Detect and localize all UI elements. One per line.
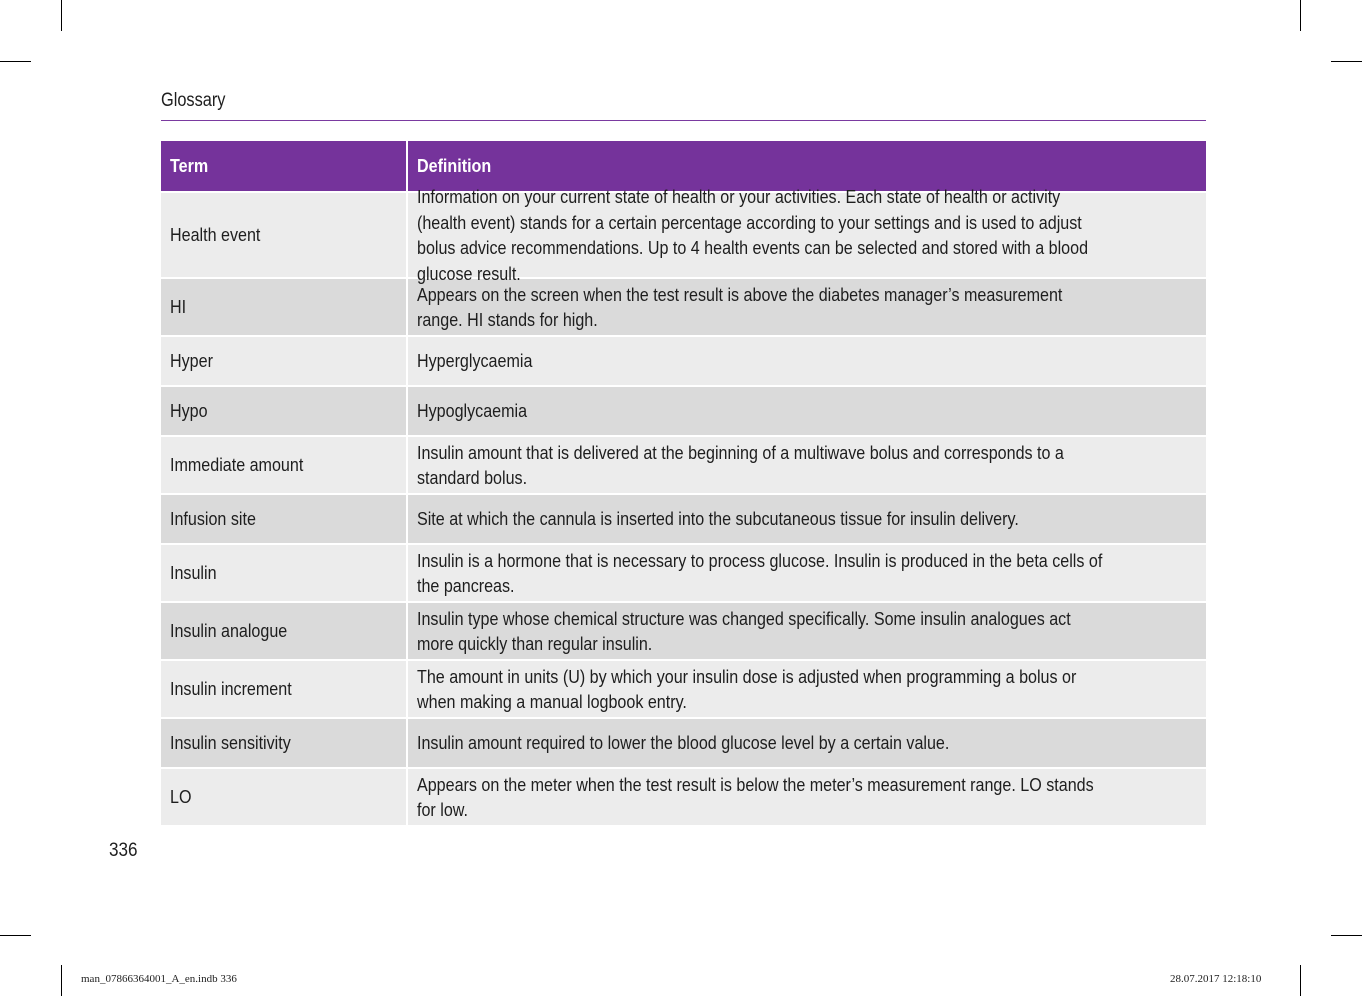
definition-cell: Insulin amount required to lower the blood glucose level by a certain value. bbox=[408, 719, 1206, 767]
crop-mark bbox=[1300, 965, 1301, 996]
definition-cell: Site at which the cannula is inserted into the subcutaneous tissue for insulin delivery. bbox=[408, 495, 1206, 543]
term-cell: Insulin bbox=[161, 545, 408, 601]
term-cell: HI bbox=[161, 279, 408, 335]
crop-mark bbox=[1331, 61, 1362, 62]
definition-cell: Insulin type whose chemical structure was changed specifically. Some insulin analogues act more quickly than regular insulin. bbox=[408, 603, 1206, 659]
table-row bbox=[161, 603, 1206, 661]
term-cell: Immediate amount bbox=[161, 437, 408, 493]
definition-cell: Insulin is a hormone that is necessary to process glucose. Insulin is produced in the beta cells of the pancreas. bbox=[408, 545, 1206, 601]
definition-cell: Information on your current state of health or your activities. Each state of health or activity (health event) stands for a certain percentage according to your settings and is used to adjust bolus advice recommendations. Up to 4 health events can be selected and stored with a blood glucose result. bbox=[408, 193, 1206, 277]
definition-cell: The amount in units (U) by which your insulin dose is adjusted when programming a bolus or when making a manual logbook entry. bbox=[408, 661, 1206, 717]
table-row bbox=[161, 661, 1206, 719]
crop-mark bbox=[1331, 935, 1362, 936]
term-cell: Insulin analogue bbox=[161, 603, 408, 659]
table-row bbox=[161, 337, 1206, 387]
header-divider bbox=[161, 120, 1206, 121]
date-slug: 28.07.2017 12:18:10 bbox=[1170, 973, 1262, 985]
table-row bbox=[161, 545, 1206, 603]
definition-cell: Hypoglycaemia bbox=[408, 387, 1206, 435]
definition-cell: Appears on the meter when the test result is below the meter’s measurement range. LO stands for low. bbox=[408, 769, 1206, 825]
term-cell: Hypo bbox=[161, 387, 408, 435]
definition-cell: Hyperglycaemia bbox=[408, 337, 1206, 385]
term-cell: LO bbox=[161, 769, 408, 825]
table-row bbox=[161, 495, 1206, 545]
crop-mark bbox=[0, 61, 31, 62]
crop-mark bbox=[61, 0, 62, 31]
crop-mark bbox=[0, 935, 31, 936]
column-header-definition: Definition bbox=[417, 155, 492, 177]
page-number: 336 bbox=[109, 840, 138, 861]
crop-mark bbox=[61, 965, 62, 996]
term-cell: Infusion site bbox=[161, 495, 408, 543]
term-cell: Insulin increment bbox=[161, 661, 408, 717]
term-cell: Insulin sensitivity bbox=[161, 719, 408, 767]
table-row bbox=[161, 719, 1206, 769]
term-cell: Health event bbox=[161, 193, 408, 277]
table-row bbox=[161, 186, 1206, 284]
table-row bbox=[161, 387, 1206, 437]
table-row bbox=[161, 769, 1206, 827]
crop-mark bbox=[1300, 0, 1301, 31]
file-slug: man_07866364001_A_en.indb 336 bbox=[81, 973, 237, 985]
page-header-title: Glossary bbox=[161, 90, 226, 111]
column-header-term: Term bbox=[161, 141, 408, 191]
term-cell: Hyper bbox=[161, 337, 408, 385]
glossary-table bbox=[161, 141, 1206, 827]
table-row bbox=[161, 279, 1206, 337]
definition-cell: Appears on the screen when the test result is above the diabetes manager’s measurement range. HI stands for high. bbox=[408, 279, 1206, 335]
table-row bbox=[161, 437, 1206, 495]
definition-cell: Insulin amount that is delivered at the beginning of a multiwave bolus and corresponds to a standard bolus. bbox=[408, 437, 1206, 493]
